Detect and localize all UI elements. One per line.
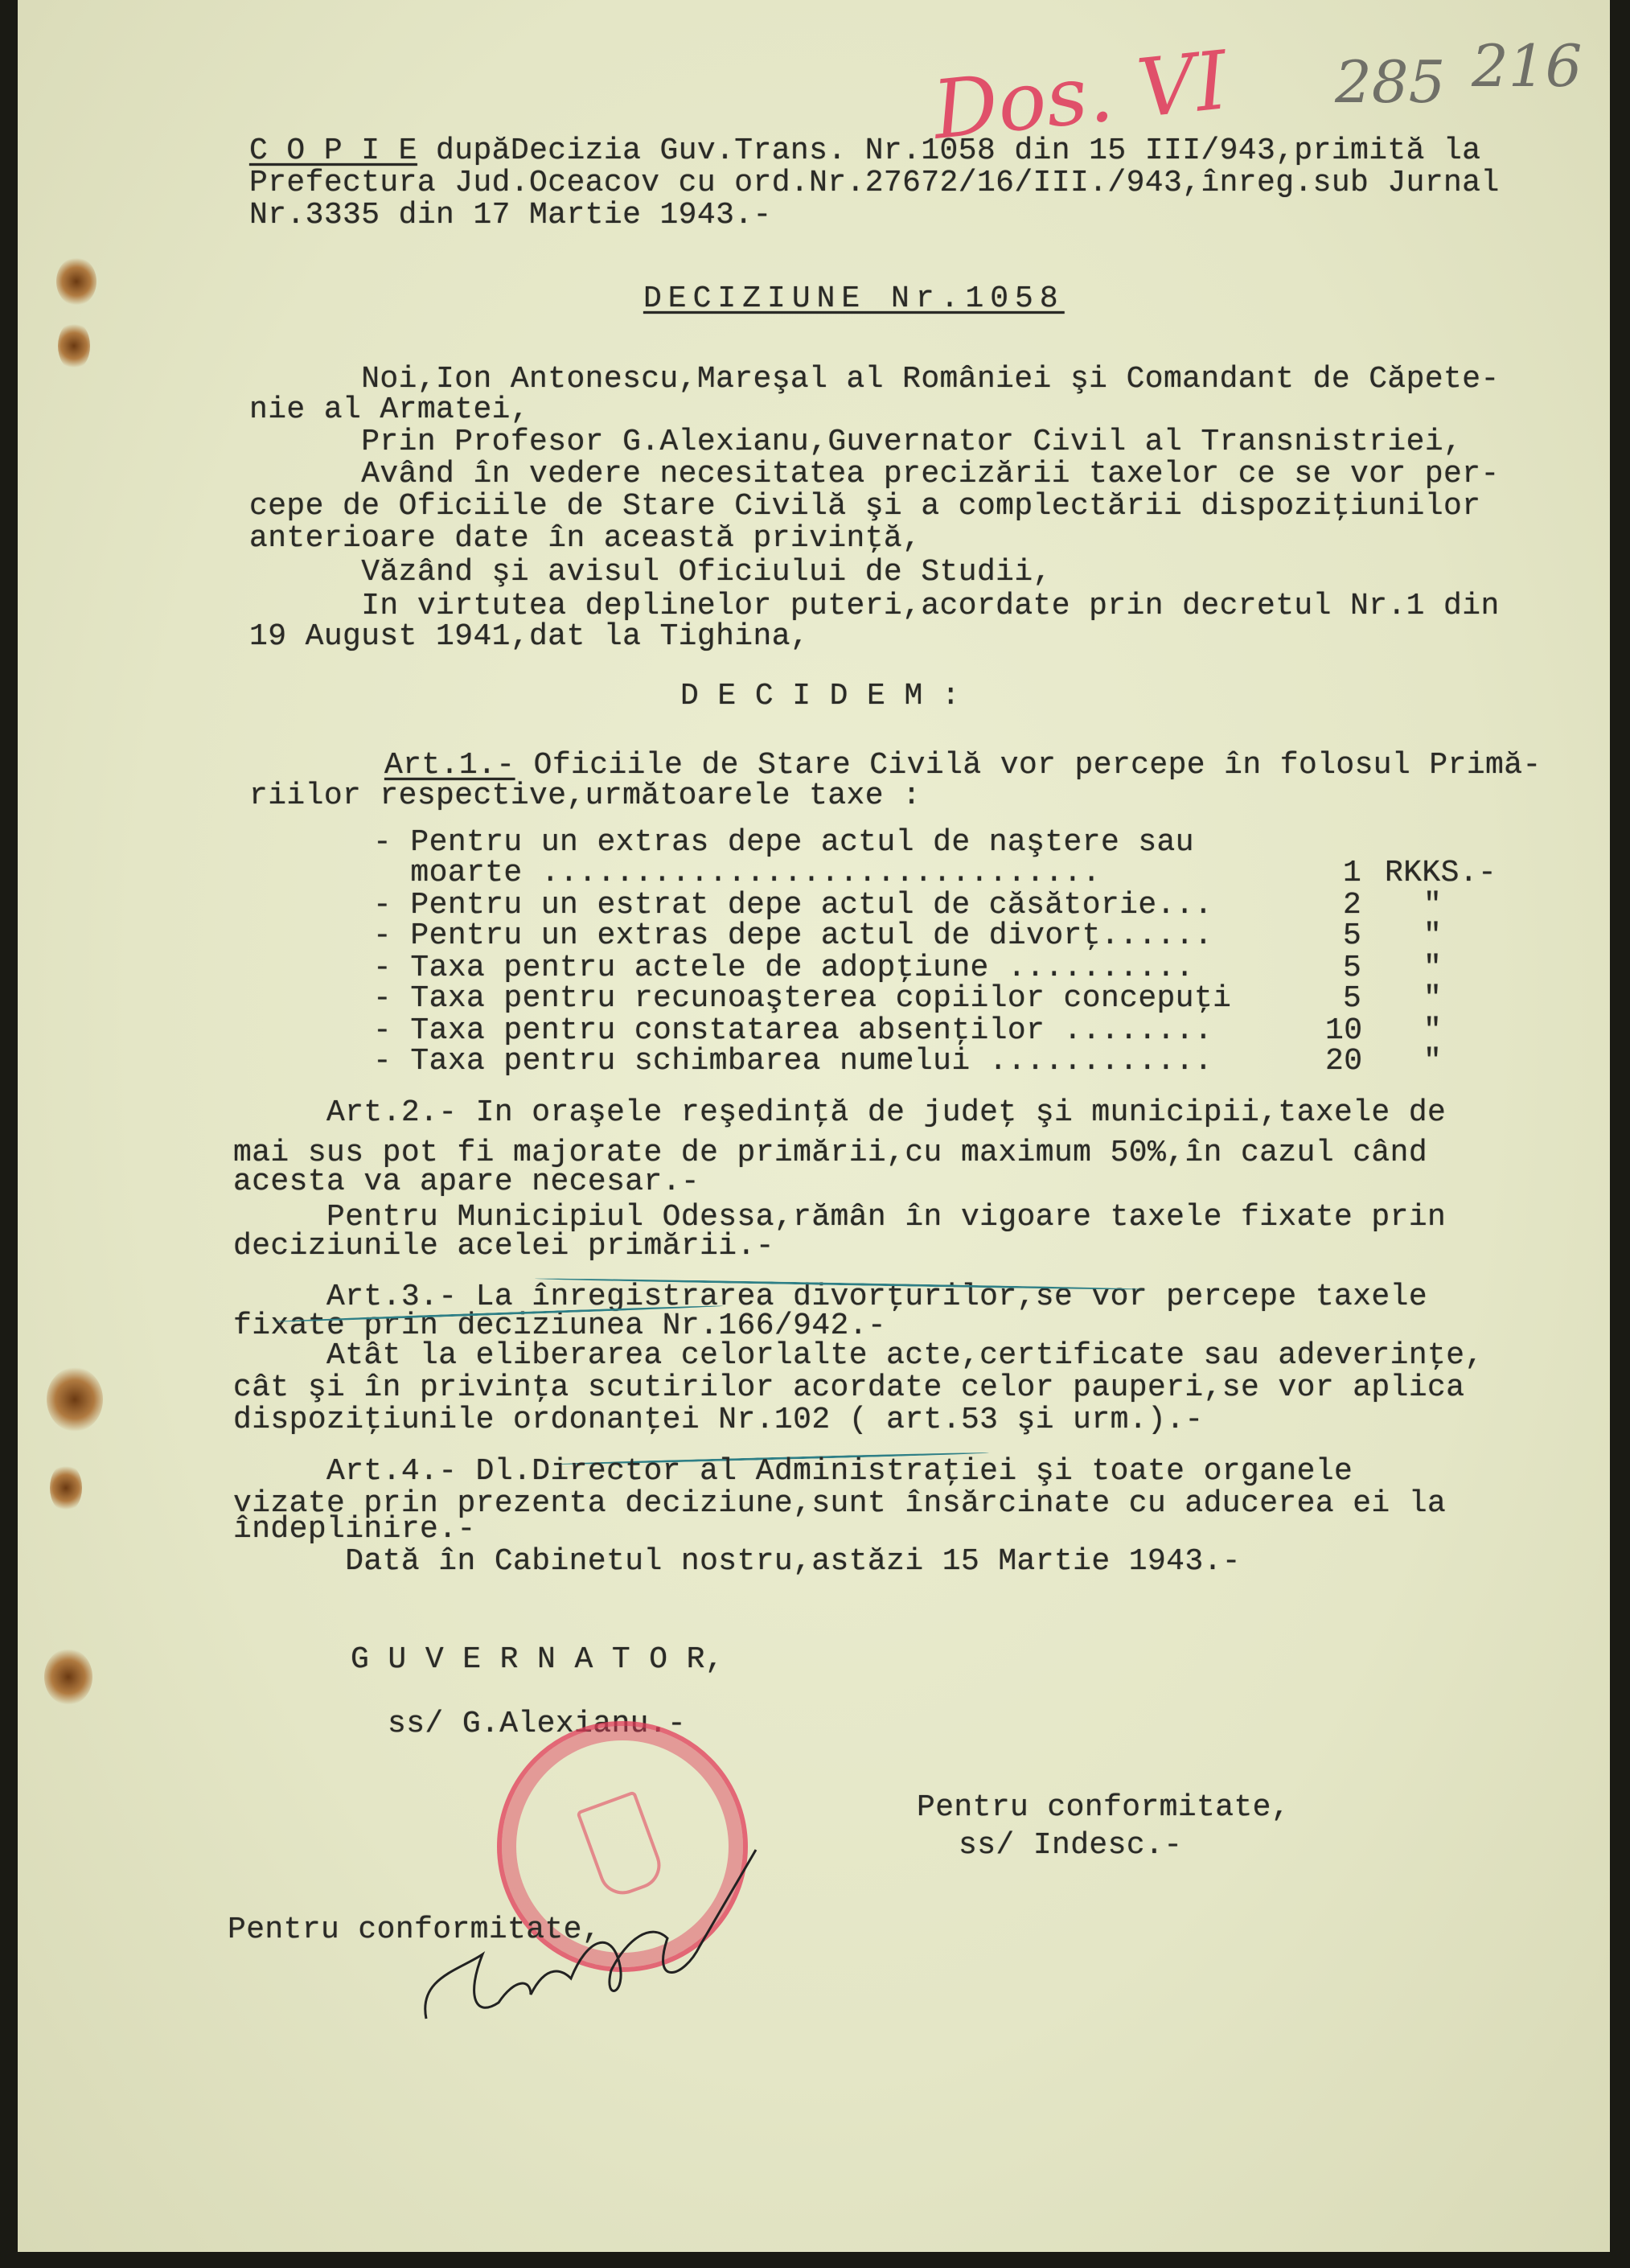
fee-amount: 5 (1343, 981, 1362, 1016)
header-line: C O P I E dupăDecizia Guv.Trans. Nr.1058 din 15 III/943,primită la (249, 134, 1481, 168)
signature-title: G U V E R N A T O R, (351, 1642, 725, 1677)
fee-unit: " (1423, 1044, 1443, 1079)
fee-unit: " (1423, 918, 1443, 953)
text-line: Pentru Municipiul Odessa,rămân în vigoare taxele fixate prin (233, 1200, 1447, 1235)
rust-stain (56, 257, 96, 306)
text-line: Atât la eliberarea celorlalte acte,certificate sau adeverinţe, (233, 1338, 1484, 1373)
fee-label: - Taxa pentru constatarea absenţilor ........ (373, 1013, 1213, 1048)
text-line: Văzând şi avisul Oficiului de Studii, (249, 555, 1052, 590)
text-line: Având în vedere necesitatea precizării taxelor ce se vor per- (249, 457, 1500, 491)
fee-label: - Taxa pentru actele de adopţiune .......... (373, 951, 1194, 985)
fee-unit: " (1423, 888, 1443, 922)
conformity-right: Pentru conformitate, (917, 1790, 1291, 1825)
red-archive-mark: Dos. VI (928, 33, 1233, 158)
fee-unit: " (1423, 981, 1443, 1016)
rust-stain (58, 322, 90, 370)
article-1: Art.1.- Oficiile de Stare Civilă vor percepe în folosul Primă- (384, 748, 1542, 783)
conformity-left: Pentru conformitate, (228, 1913, 601, 1947)
fee-amount: 10 (1325, 1013, 1363, 1048)
text-line: riilor respective,următoarele taxe : (249, 779, 922, 813)
text-line: In virtutea deplinelor puteri,acordate prin decretul Nr.1 din (249, 589, 1500, 623)
fee-amount: 5 (1343, 918, 1362, 953)
text-line: mai sus pot fi majorate de primării,cu maximum 50%,în cazul când (233, 1136, 1428, 1170)
rust-stain (44, 1649, 92, 1705)
fee-label: - Taxa pentru recunoaşterea copiilor concepuţi (373, 981, 1232, 1016)
text-line: Art.4.- Dl.Director al Administraţiei şi toate organele (233, 1454, 1353, 1489)
fee-label: - Pentru un estrat depe actul de căsătorie... (373, 888, 1213, 922)
text-line: vizate prin prezenta deciziune,sunt însărcinate cu aducerea ei la (233, 1486, 1447, 1521)
governor-signature: ss/ G.Alexianu.- (388, 1707, 687, 1741)
text-line: cepe de Oficiile de Stare Civilă şi a complectării dispoziţiunilor (249, 489, 1481, 524)
conformity-right-signature: ss/ Indesc.- (959, 1828, 1183, 1863)
text-line: anterioare date în această privinţă, (249, 521, 922, 556)
text-line: dispoziţiunile ordonanţei Nr.102 ( art.53 şi urm.).- (233, 1403, 1204, 1437)
fee-amount: 2 (1343, 888, 1362, 922)
fee-amount: 1 (1343, 856, 1362, 890)
text-line: Dată în Cabinetul nostru,astăzi 15 Martie 1943.- (233, 1544, 1241, 1579)
header-line: Nr.3335 din 17 Martie 1943.- (249, 198, 772, 232)
rust-stain (50, 1464, 82, 1512)
text-line: Noi,Ion Antonescu,Mareşal al României şi Comandant de Căpete- (249, 362, 1500, 396)
text-line: Art.2.- In oraşele reşedinţă de judeţ şi municipii,taxele de (233, 1095, 1447, 1130)
decidem-heading: D E C I D E M : (680, 679, 961, 713)
fee-label: - Taxa pentru schimbarea numelui ............ (373, 1044, 1213, 1079)
fee-amount: 5 (1343, 951, 1362, 985)
header-line: Prefectura Jud.Oceacov cu ord.Nr.27672/16/III./943,înreg.sub Jurnal (249, 166, 1500, 200)
text-line: Prin Profesor G.Alexianu,Guvernator Civil al Transnistriei, (249, 425, 1463, 459)
rust-stain (47, 1367, 103, 1432)
text-line: nie al Armatei, (249, 392, 530, 427)
fee-amount: 20 (1325, 1044, 1363, 1079)
pencil-page-number: 216 (1472, 32, 1583, 100)
text-line: acesta va apare necesar.- (233, 1165, 700, 1199)
text-line: deciziunile acelei primării.- (233, 1229, 774, 1263)
text-line: fixate prin deciziunea Nr.166/942.- (233, 1309, 887, 1343)
fee-unit: " (1423, 1013, 1443, 1048)
text-line: 19 August 1941,dat la Tighina, (249, 619, 810, 654)
fee-label: - Pentru un extras depe actul de naştere sau (373, 825, 1194, 860)
document-title: DECIZIUNE Nr.1058 (643, 281, 1065, 316)
text-line: Art.3.- La înregistrarea divorţurilor,se vor percepe taxele (233, 1280, 1428, 1314)
fee-unit: RKKS.- (1385, 856, 1497, 890)
handwritten-signature (410, 1818, 796, 2043)
fee-label: moarte .............................. (373, 856, 1101, 890)
pencil-page-number: 285 (1335, 48, 1446, 116)
text-line: cât şi în privinţa scutirilor acordate celor pauperi,se vor aplica (233, 1370, 1465, 1405)
text-line: îndeplinire.- (233, 1512, 476, 1547)
fee-label: - Pentru un extras depe actul de divorţ...... (373, 918, 1213, 953)
fee-unit: " (1423, 951, 1443, 985)
